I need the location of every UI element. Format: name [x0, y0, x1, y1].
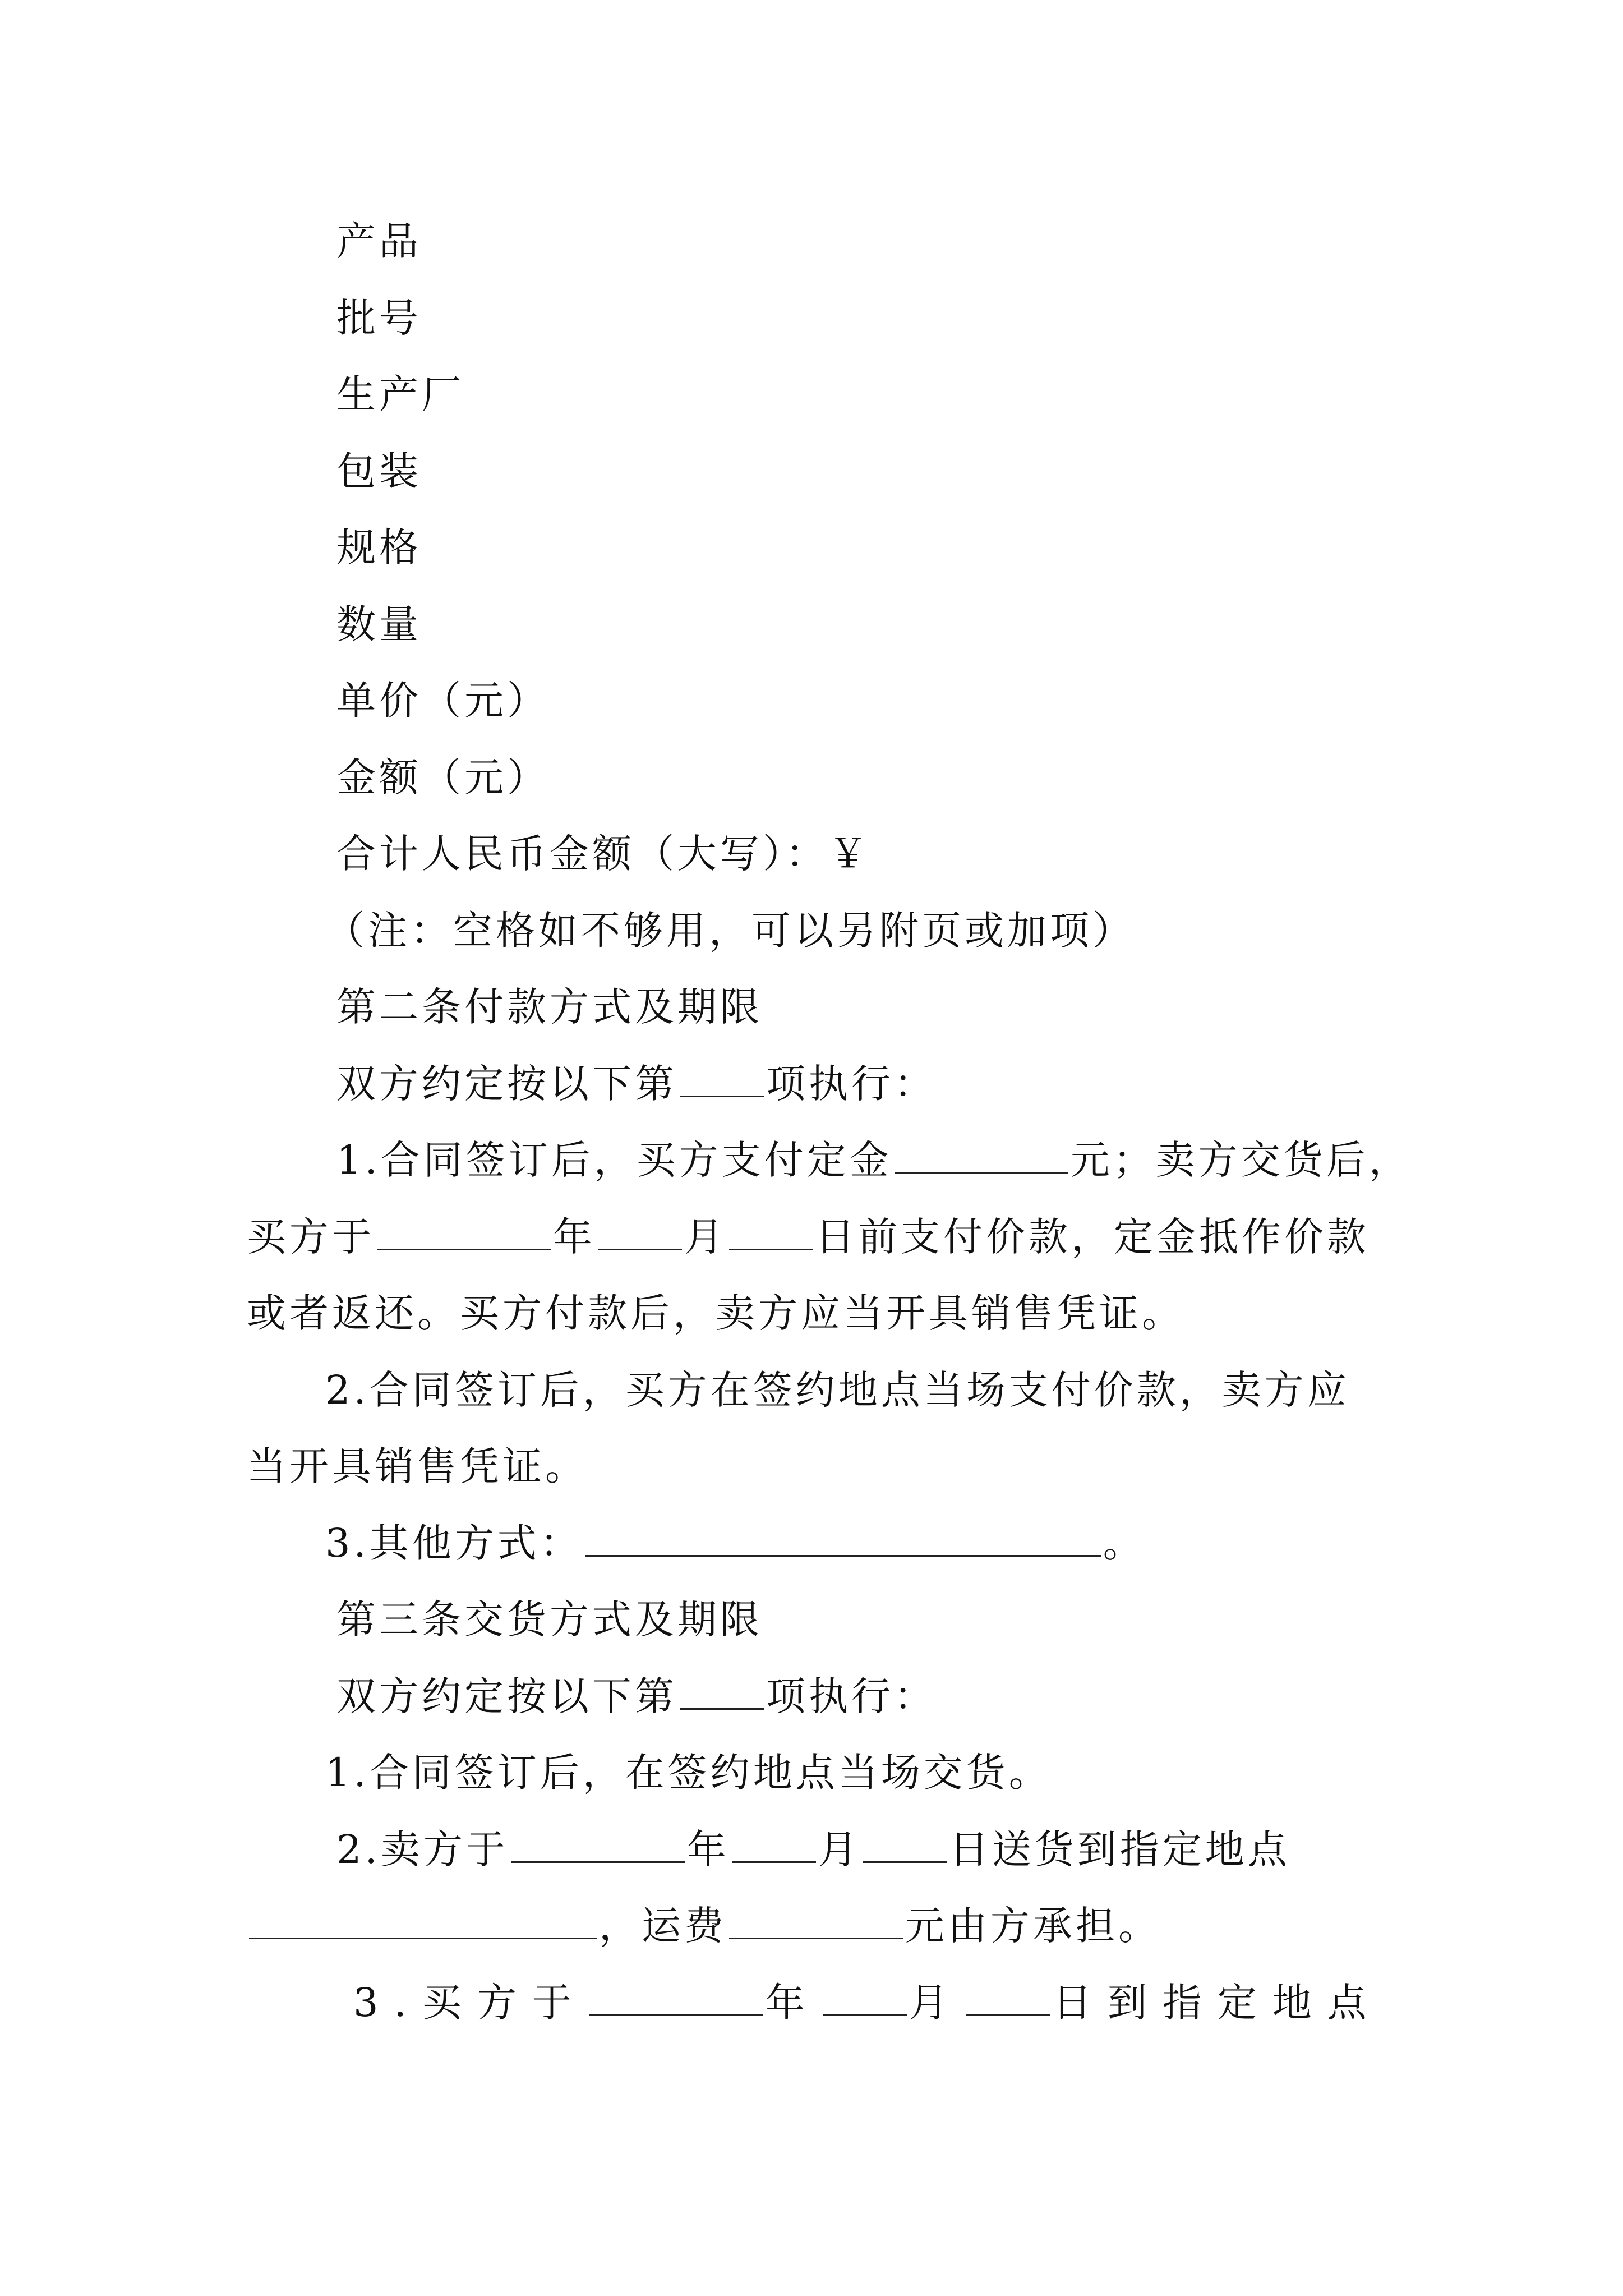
- delivery-day-blank[interactable]: [863, 1828, 947, 1863]
- article3-opt2-text-e: ，运费: [599, 1903, 727, 1949]
- item-batch: 批号: [336, 295, 422, 341]
- article3-option2-line1: [336, 1824, 1290, 1875]
- article2-option3: [325, 1518, 1146, 1568]
- article2-opt1-text-a: 1.合同签订后，买方支付定金: [336, 1137, 892, 1183]
- article2-option2-line1: 2.合同签订后，买方在签约地点当场支付价款，卖方应: [325, 1367, 1350, 1413]
- pickup-day-blank[interactable]: [966, 1981, 1050, 2016]
- article3-opt3-text-a: 3.买方于: [353, 1980, 587, 2026]
- article3-opt2-text-d: 日送货到指定地点: [949, 1826, 1290, 1872]
- article3-option3-line1: [353, 1977, 1382, 2028]
- delivery-location-blank[interactable]: [249, 1904, 597, 1939]
- pickup-year-blank[interactable]: [589, 1981, 763, 2016]
- article2-opt1-text-b: 元；卖方交货后，: [1070, 1137, 1412, 1183]
- payment-month-blank[interactable]: [598, 1215, 682, 1250]
- article3-opt3-text-d: 日到指定地点: [1052, 1980, 1382, 2026]
- item-spec: 规格: [336, 524, 422, 570]
- article2-opt1-text-d: 日前支付价款，定金抵作价款: [815, 1214, 1370, 1260]
- year-label: 年: [765, 1980, 820, 2026]
- year-label: 年: [553, 1214, 596, 1260]
- article3-opt2-text-a: 2.卖方于: [336, 1826, 509, 1872]
- item-total: 合计人民币金额（大写）：￥: [336, 831, 871, 877]
- payment-year-blank[interactable]: [377, 1215, 551, 1250]
- article3-option2-line2: [247, 1901, 1161, 1951]
- year-label: 年: [686, 1826, 730, 1872]
- payment-day-blank[interactable]: [729, 1215, 813, 1250]
- item-note: （注：空格如不够用，可以另附页或加项）: [325, 908, 1135, 954]
- month-label: 月: [684, 1214, 727, 1260]
- delivery-year-blank[interactable]: [511, 1828, 685, 1863]
- item-quantity: 数量: [336, 601, 422, 647]
- article3-option-blank[interactable]: [680, 1674, 764, 1710]
- article3-title: 第三条交货方式及期限: [336, 1596, 763, 1642]
- article2-opt3-text-b: 。: [1103, 1520, 1146, 1566]
- article2-agree-text-b: 项执行：: [766, 1061, 937, 1107]
- article3-agree-text-a: 双方约定按以下第: [336, 1673, 677, 1719]
- delivery-month-blank[interactable]: [732, 1828, 816, 1863]
- article2-option-blank[interactable]: [680, 1062, 764, 1097]
- item-manufacturer: 生产厂: [336, 371, 464, 417]
- item-unit-price: 单价（元）: [336, 678, 550, 724]
- article3-agree-text-b: 项执行：: [766, 1673, 937, 1719]
- article2-option2-line2: 当开具销售凭证。: [247, 1443, 588, 1489]
- freight-amount-blank[interactable]: [729, 1904, 903, 1939]
- month-label: 月: [909, 1980, 964, 2026]
- article3-opt2-text-f: 元由方承担。: [905, 1903, 1161, 1949]
- article2-option1-line2: [247, 1212, 1370, 1262]
- article3-option1: 1.合同签订后，在签约地点当场交货。: [325, 1750, 1052, 1796]
- pickup-month-blank[interactable]: [823, 1981, 907, 2016]
- article2-title: 第二条付款方式及期限: [336, 984, 763, 1030]
- item-packaging: 包装: [336, 448, 422, 494]
- item-product: 产品: [336, 218, 422, 264]
- article2-option1-line3: 或者返还。买方付款后，卖方应当开具销售凭证。: [247, 1290, 1184, 1336]
- article2-option1-line1: [336, 1135, 1412, 1185]
- item-amount: 金额（元）: [336, 754, 550, 800]
- article2-opt1-text-c: 买方于: [247, 1214, 375, 1260]
- article2-opt3-text-a: 3.其他方式：: [325, 1520, 583, 1566]
- deposit-amount-blank[interactable]: [895, 1138, 1068, 1174]
- month-label: 月: [818, 1826, 861, 1872]
- article3-agree: [336, 1671, 937, 1722]
- other-payment-method-blank[interactable]: [585, 1521, 1101, 1557]
- article2-agree-text-a: 双方约定按以下第: [336, 1061, 677, 1107]
- article2-agree: [336, 1059, 937, 1109]
